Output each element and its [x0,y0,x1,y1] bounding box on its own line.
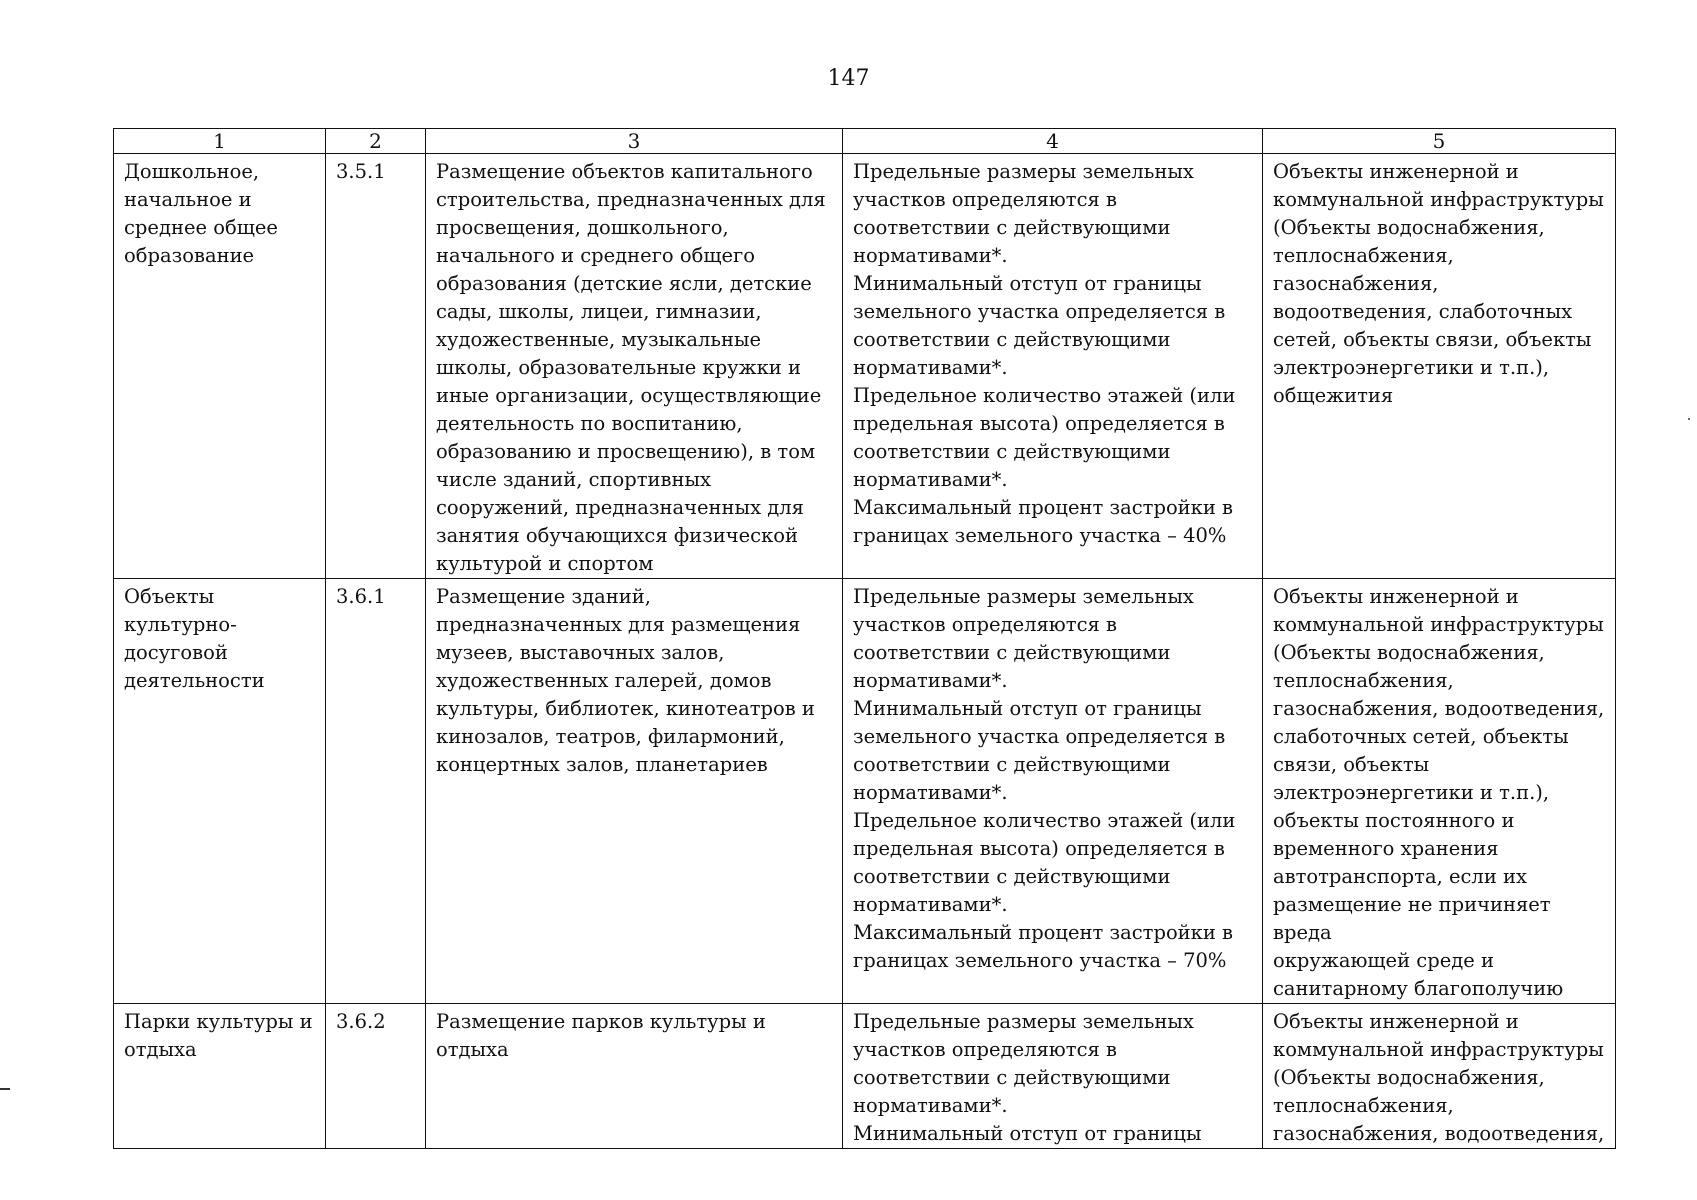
auxiliary-uses-text: Объекты инженерной и коммунальной инфраструктуры (Объекты водоснабжения, теплоснабжения, газоснабжения, водоотведения, слаботочных сетей, объекты связи, объекты электроэнергетики и т.п.), объекты постоянного и временного хранения автотранспорта, если их размещение не причиняет вреда окружающей среде и санитарному благополучию [1273,585,1605,1000]
column-header-2: 2 [326,129,426,154]
parameters-text: Предельные размеры земельных участков определяются в соответствии с действующими нормативами*. Минимальный отступ от границы [853,1010,1202,1145]
scan-speck [1688,418,1690,420]
parameters-cell [843,1004,1263,1149]
use-name-text: Дошкольное, начальное и среднее общее образование [124,160,278,267]
use-code-cell [326,579,426,1004]
use-name-text: Объекты культурно- досуговой деятельности [124,585,265,692]
use-description-text: Размещение объектов капитального строительства, предназначенных для просвещения, дошкольного, начального и среднего общего образования (детские ясли, детские сады, школы, лицеи, гимназии, художественные, музыкальные школы, образовательные кружки и иные организации, осуществляющие деятельность по воспитанию, образованию и просвещению), в том числе зданий, спортивных сооружений, предназначенных для занятия обучающихся физической культурой и спортом [436,160,826,575]
use-name-cell [114,154,326,579]
page-number: 147 [827,66,870,91]
use-code-cell [326,1004,426,1149]
use-code-text: 3.5.1 [336,160,386,183]
use-name-cell [114,1004,326,1149]
auxiliary-uses-cell [1263,154,1616,579]
parameters-cell [843,579,1263,1004]
column-header-4: 4 [843,129,1263,154]
auxiliary-uses-cell [1263,579,1616,1004]
use-description-text: Размещение парков культуры и отдыха [436,1010,766,1061]
use-code-text: 3.6.2 [336,1010,386,1033]
use-description-cell [426,579,843,1004]
margin-dash-mark [0,1088,10,1090]
table-row [114,1004,1616,1149]
table-row [114,579,1616,1004]
use-name-cell [114,579,326,1004]
table-row [114,154,1616,579]
use-code-cell [326,154,426,579]
parameters-text: Предельные размеры земельных участков определяются в соответствии с действующими нормативами*. Минимальный отступ от границы земельного участка определяется в соответствии с действующими нормативами*. Предельное количество этажей (или предельная высота) определяется в соответствии с действующими нормативами*. Максимальный процент застройки в границах земельного участка – 40% [853,160,1236,547]
table-header-row [114,129,1616,154]
auxiliary-uses-cell [1263,1004,1616,1149]
column-header-3: 3 [426,129,843,154]
use-description-cell [426,154,843,579]
column-header-1: 1 [114,129,326,154]
zoning-table [113,128,1616,1149]
use-description-cell [426,1004,843,1149]
use-name-text: Парки культуры и отдыха [124,1010,313,1061]
use-code-text: 3.6.1 [336,585,386,608]
parameters-cell [843,154,1263,579]
column-header-5: 5 [1263,129,1616,154]
auxiliary-uses-text: Объекты инженерной и коммунальной инфраструктуры (Объекты водоснабжения, теплоснабжения, газоснабжения, водоотведения, [1273,1010,1605,1145]
parameters-text: Предельные размеры земельных участков определяются в соответствии с действующими нормативами*. Минимальный отступ от границы земельного участка определяется в соответствии с действующими нормативами*. Предельное количество этажей (или предельная высота) определяется в соответствии с действующими нормативами*. Максимальный процент застройки в границах земельного участка – 70% [853,585,1236,972]
use-description-text: Размещение зданий, предназначенных для размещения музеев, выставочных залов, художественных галерей, домов культуры, библиотек, кинотеатров и кинозалов, театров, филармоний, концертных залов, планетариев [436,585,815,776]
auxiliary-uses-text: Объекты инженерной и коммунальной инфраструктуры (Объекты водоснабжения, теплоснабжения, газоснабжения, водоотведения, слаботочных сетей, объекты связи, объекты электроэнергетики и т.п.), общежития [1273,160,1604,407]
